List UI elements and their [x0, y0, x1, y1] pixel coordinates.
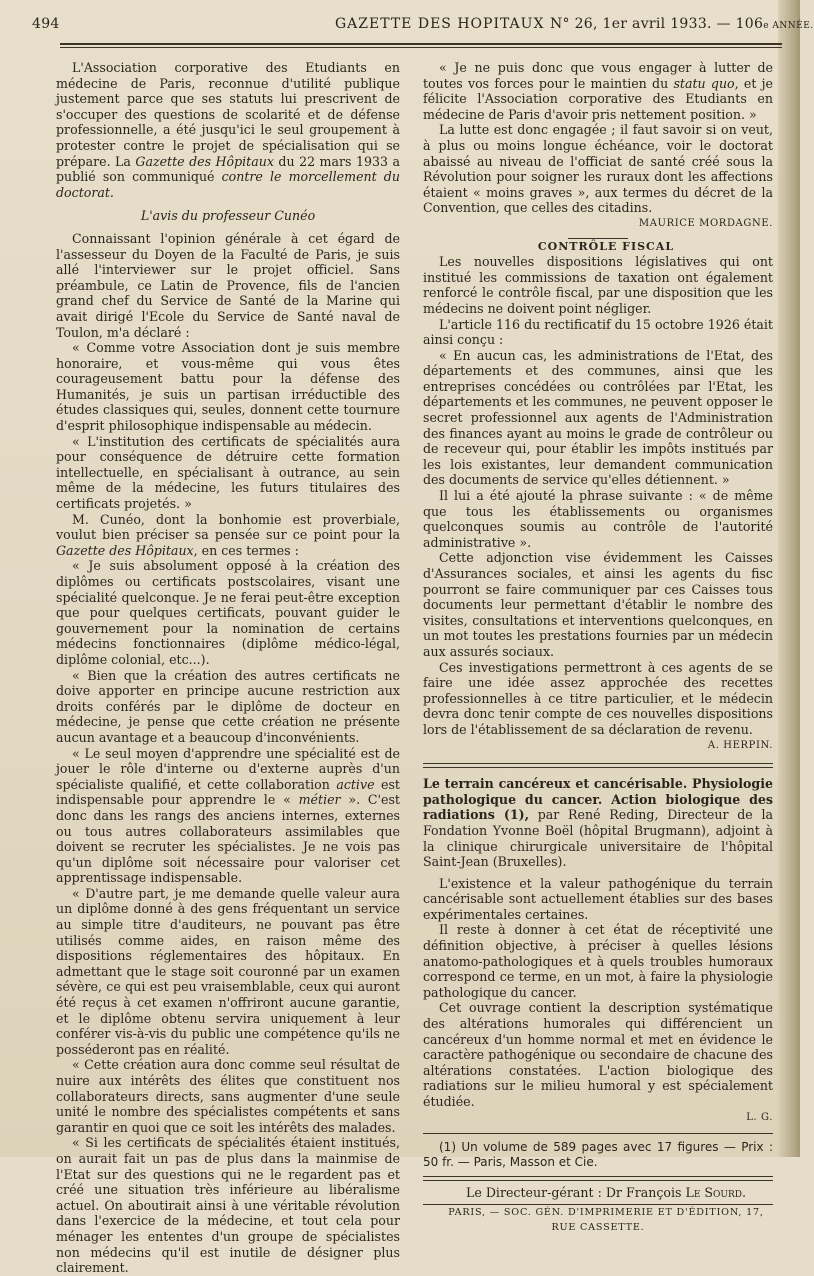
section-heading-cuneo: L'avis du professeur Cunéo: [140, 208, 316, 224]
footnote: (1) Un volume de 589 pages avec 17 figures — Prix : 50 fr. — Paris, Masson et Cie.: [423, 1140, 773, 1170]
journal-title: GAZETTE DES HOPITAUX: [335, 16, 545, 32]
double-separator-rule: [423, 1176, 773, 1181]
publisher-director: Le Directeur-gérant : Dr François Le Sourd.: [466, 1185, 746, 1201]
header-rule-bottom: [60, 47, 782, 48]
double-separator-rule: [423, 763, 773, 768]
paragraph: « Si les certificats de spécialités étaient institués, on aurait fait un pas de plus dans la mainmise de l'Etat sur des questions qui ne le regardent pas et créé une situation très inférieure au libéralisme actuel. On aboutirait ainsi à une véritable révolution dans l'exercice de la médecine, et tout cela pour ménager les ententes d'un groupe de spécialistes non médecins qu'il est inutile de désigner plus clairement.: [56, 1135, 400, 1276]
paragraph: « Comme votre Association dont je suis membre honoraire, et vous-même qui vous êtes courageusement battu pour la défense des Humanités, je suis un partisan irréductible des études classiques qui, seules, donnent cette tournure d'esprit philosophique indispensable au médecin.: [56, 340, 400, 434]
page-edge-shadow: [778, 0, 800, 1157]
signature: A. HERPIN.: [707, 739, 773, 751]
paragraph: Connaissant l'opinion générale à cet égard de l'assesseur du Doyen de la Faculté de Paris, je suis allé l'interviewer sur le projet officiel. Sans préambule, ce Latin de Provence, fils de l'ancien grand chef du Service de Santé de la Marine qui avait dirigé l'Ecole du Service de Santé naval de Toulon, m'a déclaré :: [56, 230, 400, 340]
right-column: [423, 60, 773, 1236]
signature: L. G.: [746, 1111, 773, 1123]
signature: MAURICE MORDAGNE.: [638, 217, 773, 229]
paragraph: « Bien que la création des autres certificats ne doive apporter en principe aucune restriction aux droits conférés par le diplôme de docteur en médecine, je pense que cette création ne présente aucun avantage et a beaucoup d'inconvénients.: [56, 667, 400, 745]
left-column: [56, 60, 400, 1276]
paragraph: « L'institution des certificats de spécialités aura pour conséquence de détruire cette formation intellectuelle, en spécialisant à outrance, au sein même de la médecine, les futurs titulaires des certificats projetés. »: [56, 433, 400, 512]
paragraph: « Le seul moyen d'apprendre une spécialité est de jouer le rôle d'interne ou d'externe auprès d'un spécialiste qualifié, et cette collaboration active est indispensable pour apprendre le « métier ». C'est donc dans les rangs des anciens internes, externes ou tous autres collaborateurs assimilables que doivent se recruter les spécialistes. Je ne vois pas qu'un diplôme soit nécessaire pour valoriser cet apprentissage indispensable.: [56, 745, 400, 886]
page-header: [30, 10, 814, 36]
section-title-controle-fiscal: CONTRÔLE FISCAL: [537, 239, 675, 253]
paragraph: « En aucun cas, les administrations de l'Etat, des départements et des communes, ainsi que les entreprises concédées ou contrôlées par l'Etat, les départements et les communes, ne peuvent opposer le secret professionnel aux agents de l'Administration des finances ayant au moins le grade de contrôleur ou de receveur qui, pour établir les impôts institués par les lois existantes, leur demandent communication des documents de service qu'elles détiennent. »: [423, 347, 773, 488]
paragraph: Il reste à donner à cet état de réceptivité une définition objective, à préciser à quelles lésions anatomo-pathologiques et à quels troubles humoraux correspond ce terme, en un mot, à faire la physiologie pathologique du cancer.: [423, 922, 773, 1000]
paragraph: Il lui a été ajouté la phrase suivante : « de même que tous les établissements ou organismes quelconques soumis au contrôle de l'autorité administrative ».: [423, 488, 773, 550]
paragraph: « Cette création aura donc comme seul résultat de nuire aux intérêts des élites que constituent nos collaborateurs directs, sans augmenter d'une seule unité le nombre des spécialistes compétents et sans garantir en quoi que ce soit les intérêts des malades.: [56, 1057, 400, 1135]
paragraph: « Je ne puis donc que vous engager à lutter de toutes vos forces pour le maintien du statu quo, et je félicite l'Association corporative des Etudiants en médecine de Paris d'avoir pris nettement position. »: [423, 60, 773, 122]
issue-line: N° 26, 1er avril 1933. — 106e ANNÉE.: [550, 16, 814, 32]
header-rule-top: [60, 43, 782, 45]
paragraph: La lutte est donc engagée ; il faut savoir si on veut, à plus ou moins longue échéance, voir le doctorat abaissé au niveau de l'officiat de santé créé sous la Révolution pour soigner les ruraux dont les affections étaient « moins graves », aux termes du décret de la Convention, que celles des citadins.: [423, 122, 773, 216]
paragraph: L'Association corporative des Etudiants en médecine de Paris, reconnue d'utilité publique justement parce que ses statuts lui prescrivent de s'occuper des questions de scolarité et de défense professionnelle, a été jusqu'ici le seul groupement à protester contre le projet de spécialisation qui se prépare. La Gazette des Hôpitaux du 22 mars 1933 a publié son communiqué contre le morcellement du doctorat.: [56, 60, 400, 200]
paragraph: « D'autre part, je me demande quelle valeur aura un diplôme donné à des gens fréquentant un service au simple titre d'auditeurs, ne pouvant pas être utilisés comme aides, en raison même des dispositions réglementaires des hôpitaux. En admettant que le stage soit couronné par un examen sévère, ce qui est peu vraisemblable, ceux qui auront été reçus à cet examen n'offriront aucune garantie, et le diplôme obtenu servira uniquement à leur conférer vis-à-vis du public une compétence qu'ils ne posséderont pas en réalité.: [56, 885, 400, 1057]
paragraph: M. Cunéo, dont la bonhomie est proverbiale, voulut bien préciser sa pensée sur ce point pour la Gazette des Hôpitaux, en ces termes :: [56, 511, 400, 558]
paragraph: L'article 116 du rectificatif du 15 octobre 1926 était ainsi conçu :: [423, 316, 773, 348]
footnote-rule: [423, 1133, 773, 1134]
printer-imprint: PARIS, — SOC. GÉN. D'IMPRIMERIE ET D'ÉDITION, 17, RUE CASSETTE.: [448, 1206, 764, 1234]
book-review-heading: Le terrain cancéreux et cancérisable. Physiologie pathologique du cancer. Action biologique des radiations (1), par René Reding, Directeur de la Fondation Yvonne Boël (hôpital Brugmann), adjoint à la clinique chirurgicale universitaire de l'hôpital Saint-Jean (Bruxelles).: [423, 776, 774, 870]
page-number: 494: [32, 16, 60, 32]
paragraph: L'existence et la valeur pathogénique du terrain cancérisable sont actuellement établies sur des bases expérimentales certaines.: [423, 875, 773, 922]
paragraph: Les nouvelles dispositions législatives qui ont institué les commissions de taxation ont également renforcé le contrôle fiscal, par une disposition que les médecins ne doivent point négliger.: [423, 254, 773, 316]
paragraph: Cette adjonction vise évidemment les Caisses d'Assurances sociales, et ainsi les agents du fisc pourront se faire communiquer par ces Caisses tous documents leur permettant d'établir le nombre des visites, consultations et interventions quelconques, en un mot toutes les prestations fournies par un médecin aux assurés sociaux.: [423, 550, 773, 659]
paragraph: Ces investigations permettront à ces agents de se faire une idée assez approchée des recettes professionnelles à ce titre particulier, et le médecin devra donc tenir compte de ces nouvelles dispositions lors de l'établissement de sa déclaration de revenu.: [423, 659, 773, 737]
paragraph: « Je suis absolument opposé à la création des diplômes ou certificats postscolaires, visant une spécialité quelconque. Je ne ferai peut-être exception que pour quelques certificats, pouvant guider le gouvernement pour la nomination de certains médecins fonctionnaires (diplôme médico-légal, diplôme colonial, etc...).: [56, 558, 400, 667]
paragraph: Cet ouvrage contient la description systématique des altérations humorales qui différencient un cancéreux d'un homme normal et met en évidence le caractère pathogénique ou secondaire de chacune des altérations constatées. L'action biologique des radiations sur le milieu humoral y est spécialement étudiée.: [423, 1000, 773, 1109]
